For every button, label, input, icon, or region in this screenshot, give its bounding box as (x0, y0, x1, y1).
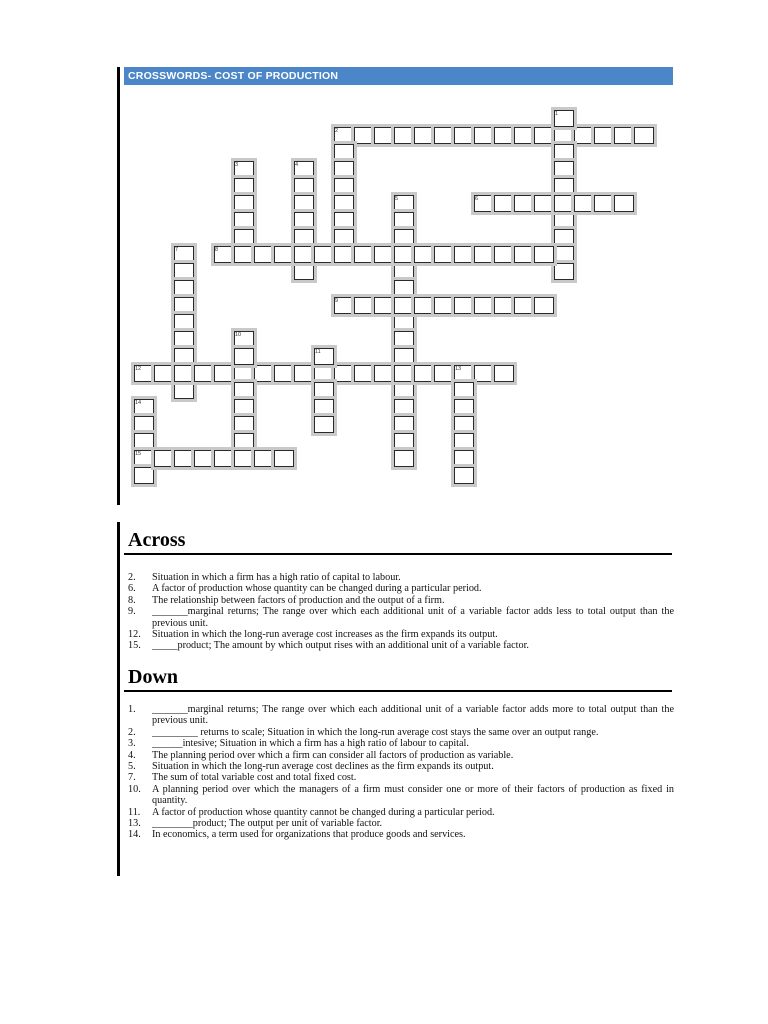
down-heading: Down (128, 666, 179, 688)
crossword-cell[interactable] (414, 297, 434, 314)
down-clue (128, 818, 674, 829)
across-heading-rule (124, 553, 672, 555)
crossword-cell[interactable] (354, 365, 374, 382)
across-clue (128, 629, 674, 640)
clue-number-label: 4 (295, 162, 299, 168)
clue-number: 11. (128, 806, 141, 818)
crossword-cell[interactable] (394, 450, 414, 467)
clue-number-label: 14 (135, 400, 142, 406)
crossword-cell[interactable] (454, 297, 474, 314)
crossword-cell[interactable] (234, 229, 254, 246)
crossword-cell[interactable] (494, 246, 514, 263)
crossword-cell[interactable] (534, 127, 554, 144)
crossword-cell[interactable] (334, 212, 354, 229)
crossword-cell[interactable] (554, 212, 574, 229)
crossword-cell[interactable] (454, 246, 474, 263)
crossword-cell[interactable] (394, 433, 414, 450)
crossword-cell[interactable] (454, 433, 474, 450)
clue-number-label: 1 (555, 111, 559, 117)
crossword-cell[interactable] (394, 280, 414, 297)
crossword-cell[interactable] (554, 127, 574, 144)
crossword-cell[interactable] (174, 297, 194, 314)
down-clue (128, 704, 674, 727)
crossword-cell[interactable] (494, 365, 514, 382)
crossword-cell[interactable] (514, 297, 534, 314)
crossword-cell[interactable] (554, 195, 574, 212)
crossword-cell[interactable] (574, 127, 594, 144)
crossword-cell[interactable] (374, 365, 394, 382)
crossword-cell[interactable] (354, 246, 374, 263)
crossword-cell[interactable] (434, 297, 454, 314)
crossword-cell[interactable] (434, 127, 454, 144)
crossword-cell[interactable] (174, 280, 194, 297)
crossword-cell[interactable] (354, 297, 374, 314)
crossword-cell[interactable] (254, 450, 274, 467)
clue-number: 8. (128, 594, 136, 606)
crossword-cell[interactable] (474, 246, 494, 263)
crossword-cell[interactable] (394, 365, 414, 382)
crossword-cell[interactable] (194, 365, 214, 382)
crossword-cell[interactable] (234, 348, 254, 365)
crossword-cell[interactable] (494, 195, 514, 212)
crossword-cell[interactable] (394, 399, 414, 416)
crossword-cell[interactable] (454, 127, 474, 144)
across-clue (128, 606, 674, 629)
crossword-cell[interactable] (234, 195, 254, 212)
clue-text: _________ returns to scale; Situation in which the long-run average cost stays the same over an output range. (152, 726, 599, 738)
crossword-cell[interactable] (154, 365, 174, 382)
clue-number-label: 7 (175, 247, 179, 253)
crossword-cell[interactable] (294, 365, 314, 382)
clue-text: Situation in which the long-run average cost declines as the firm expands its output. (152, 761, 494, 773)
clue-text: A factor of production whose quantity cannot be changed during a particular period. (152, 806, 495, 818)
across-clue (128, 583, 674, 594)
crossword-cell[interactable] (234, 212, 254, 229)
crossword-cell[interactable] (294, 229, 314, 246)
crossword-cell[interactable] (534, 195, 554, 212)
crossword-cell[interactable] (234, 399, 254, 416)
crossword-cell[interactable] (554, 144, 574, 161)
clue-text: Situation in which a firm has a high ratio of capital to labour. (152, 572, 401, 583)
crossword-cell[interactable] (394, 314, 414, 331)
crossword-cell[interactable] (274, 450, 294, 467)
crossword-cell[interactable] (394, 331, 414, 348)
down-clue (128, 784, 674, 807)
clue-number: 2. (128, 726, 136, 738)
crossword-cell[interactable] (374, 297, 394, 314)
crossword-cell[interactable] (514, 246, 534, 263)
crossword-cell[interactable] (294, 246, 314, 263)
crossword-cell[interactable] (214, 450, 234, 467)
clue-text: ______intesive; Situation in which a firm has a high ratio of labour to capital. (152, 738, 469, 750)
crossword-cell[interactable] (354, 127, 374, 144)
crossword-cell[interactable] (314, 365, 334, 382)
clue-text: In economics, a term used for organizations that produce goods and services. (152, 829, 466, 841)
crossword-cell[interactable] (174, 348, 194, 365)
down-clue-list (128, 704, 674, 841)
crossword-cell[interactable] (234, 178, 254, 195)
down-clue (128, 807, 674, 818)
crossword-cell[interactable] (334, 195, 354, 212)
crossword-cell[interactable] (314, 416, 334, 433)
crossword-cell[interactable] (494, 297, 514, 314)
clue-number: 12. (128, 629, 141, 641)
crossword-cell[interactable] (394, 263, 414, 280)
clue-text: _______marginal returns; The range over which each additional unit of a variable factor adds more to total output than the previous unit. (152, 704, 674, 727)
crossword-cell[interactable] (314, 399, 334, 416)
crossword-cell[interactable] (394, 382, 414, 399)
clue-text: ________product; The output per unit of variable factor. (152, 818, 383, 830)
down-clue (128, 750, 674, 761)
crossword-cell[interactable] (394, 297, 414, 314)
down-clue (128, 829, 674, 840)
down-clue (128, 761, 674, 772)
clue-number: 7. (128, 772, 136, 784)
crossword-cell[interactable] (174, 365, 194, 382)
crossword-cell[interactable] (394, 246, 414, 263)
crossword-cell[interactable] (534, 297, 554, 314)
down-clue (128, 738, 674, 749)
crossword-cell[interactable] (314, 382, 334, 399)
crossword-cell[interactable] (174, 263, 194, 280)
crossword-cell[interactable] (454, 450, 474, 467)
crossword-cell[interactable] (174, 331, 194, 348)
across-heading: Across (128, 529, 186, 551)
clue-text: _______marginal returns; The range over which each additional unit of a variable factor adds less to total output than the previous unit. (152, 606, 674, 629)
crossword-cell[interactable] (294, 263, 314, 280)
crossword-cell[interactable] (514, 195, 534, 212)
clue-number: 6. (128, 583, 136, 595)
across-clue (128, 572, 674, 583)
clue-number-label: 15 (135, 451, 142, 457)
crossword-cell[interactable] (174, 450, 194, 467)
clue-number: 3. (128, 738, 136, 750)
crossword-cell[interactable] (174, 382, 194, 399)
clue-number: 14. (128, 829, 141, 841)
crossword-cell[interactable] (414, 246, 434, 263)
clue-number-label: 13 (455, 366, 462, 372)
crossword-cell[interactable] (454, 399, 474, 416)
crossword-cell[interactable] (394, 416, 414, 433)
crossword-cell[interactable] (474, 127, 494, 144)
down-clue (128, 772, 674, 783)
clue-number: 5. (128, 761, 136, 773)
crossword-cell[interactable] (294, 195, 314, 212)
crossword-cell[interactable] (174, 314, 194, 331)
crossword-cell[interactable] (614, 195, 634, 212)
clue-number-label: 9 (335, 298, 339, 304)
crossword-cell[interactable] (454, 382, 474, 399)
crossword-cell[interactable] (514, 127, 534, 144)
crossword-cell[interactable] (134, 433, 154, 450)
crossword-cell[interactable] (154, 450, 174, 467)
crossword-cell[interactable] (554, 246, 574, 263)
crossword-cell[interactable] (334, 144, 354, 161)
clue-text: The planning period over which a firm can consider all factors of production as variable. (152, 749, 514, 761)
across-clue (128, 595, 674, 606)
crossword-cell[interactable] (434, 365, 454, 382)
crossword-cell[interactable] (594, 127, 614, 144)
across-clue (128, 640, 674, 651)
clue-text: _____product; The amount by which output rises with an additional unit of a variable factor. (152, 640, 529, 652)
crossword-grid (0, 0, 768, 500)
crossword-cell[interactable] (394, 229, 414, 246)
clue-text: The relationship between factors of production and the output of a firm. (152, 594, 445, 606)
crossword-cell[interactable] (554, 263, 574, 280)
crossword-cell[interactable] (234, 416, 254, 433)
clue-text: A planning period over which the managers of a firm must consider one or more of their factors of production as fixed in quantity. (152, 783, 674, 807)
crossword-cell[interactable] (134, 467, 154, 484)
clue-number-label: 5 (395, 196, 399, 202)
crossword-cell[interactable] (414, 127, 434, 144)
crossword-cell[interactable] (474, 297, 494, 314)
clue-number-label: 8 (215, 247, 219, 253)
crossword-cell[interactable] (574, 195, 594, 212)
crossword-cell[interactable] (234, 365, 254, 382)
crossword-cell[interactable] (314, 246, 334, 263)
left-margin-rule-bottom (117, 522, 120, 876)
crossword-cell[interactable] (334, 178, 354, 195)
crossword-cell[interactable] (554, 178, 574, 195)
crossword-cell[interactable] (234, 382, 254, 399)
crossword-cell[interactable] (334, 365, 354, 382)
clue-number-label: 2 (335, 128, 339, 134)
crossword-cell[interactable] (394, 348, 414, 365)
down-clue (128, 727, 674, 738)
crossword-cell[interactable] (334, 229, 354, 246)
across-clue-list (128, 572, 674, 652)
crossword-cell[interactable] (334, 161, 354, 178)
crossword-cell[interactable] (414, 365, 434, 382)
crossword-cell[interactable] (234, 450, 254, 467)
crossword-cell[interactable] (254, 365, 274, 382)
crossword-cell[interactable] (334, 246, 354, 263)
clue-number: 10. (128, 783, 141, 795)
crossword-cell[interactable] (394, 212, 414, 229)
crossword-cell[interactable] (234, 433, 254, 450)
crossword-cell[interactable] (554, 229, 574, 246)
crossword-cell[interactable] (394, 127, 414, 144)
clue-number-label: 12 (135, 366, 142, 372)
crossword-cell[interactable] (554, 161, 574, 178)
crossword-cell[interactable] (234, 246, 254, 263)
crossword-cell[interactable] (214, 365, 234, 382)
clue-number: 13. (128, 818, 141, 830)
crossword-cell[interactable] (494, 127, 514, 144)
crossword-cell[interactable] (454, 416, 474, 433)
crossword-cell[interactable] (534, 246, 554, 263)
crossword-cell[interactable] (134, 416, 154, 433)
crossword-cell[interactable] (634, 127, 654, 144)
worksheet-header: CROSSWORDS- COST OF PRODUCTION (124, 67, 673, 85)
crossword-cell[interactable] (254, 246, 274, 263)
clue-text: The sum of total variable cost and total fixed cost. (152, 772, 357, 784)
crossword-cell[interactable] (274, 246, 294, 263)
clue-number: 2. (128, 572, 136, 583)
crossword-cell[interactable] (274, 365, 294, 382)
clue-number-label: 11 (315, 349, 321, 355)
clue-number-label: 10 (235, 332, 242, 338)
clue-number: 4. (128, 749, 136, 761)
crossword-cell[interactable] (374, 246, 394, 263)
clue-number: 1. (128, 704, 136, 715)
crossword-cell[interactable] (374, 127, 394, 144)
clue-text: Situation in which the long-run average cost increases as the firm expands its output. (152, 629, 498, 641)
crossword-cell[interactable] (294, 178, 314, 195)
crossword-cell[interactable] (194, 450, 214, 467)
clue-number: 15. (128, 640, 141, 652)
crossword-cell[interactable] (614, 127, 634, 144)
clue-text: A factor of production whose quantity can be changed during a particular period. (152, 583, 482, 595)
crossword-cell[interactable] (474, 365, 494, 382)
crossword-cell[interactable] (594, 195, 614, 212)
clue-number-label: 3 (235, 162, 239, 168)
crossword-cell[interactable] (434, 246, 454, 263)
crossword-cell[interactable] (454, 467, 474, 484)
clue-number-label: 6 (475, 196, 479, 202)
down-heading-rule (124, 690, 672, 692)
crossword-cell[interactable] (294, 212, 314, 229)
clue-number: 9. (128, 606, 136, 618)
